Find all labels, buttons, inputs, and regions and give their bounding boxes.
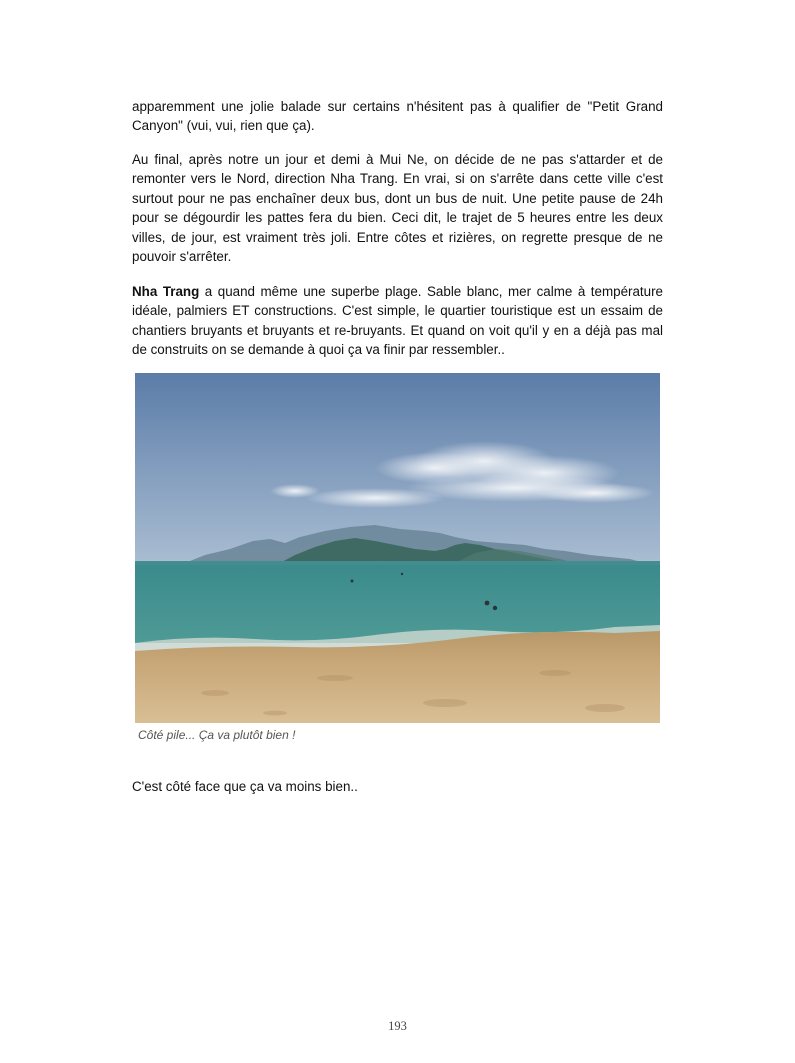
closing-paragraph: C'est côté face que ça va moins bien.. [132, 779, 358, 794]
beach-photo [135, 373, 660, 723]
paragraph-3 [132, 282, 663, 360]
paragraph-1: apparemment une jolie balade sur certains n'hésitent pas à qualifier de "Petit Grand Canyon" (vui, vui, rien que ça). [132, 99, 663, 134]
paragraph-2: Au final, après notre un jour et demi à Mui Ne, on décide de ne pas s'attarder et de remonter vers le Nord, direction Nha Trang. En vrai, si on s'arrête dans cette ville c'est surtout pour ne pas enchaîner deux bus, dont un bus de nuit. Une petite pause de 24h pour se dégourdir les pattes fera du bien. Ceci dit, le trajet de 5 heures entre les deux villes, de jour, est vraiment très joli. Entre côtes et rizières, on regrette presque de ne pouvoir s'arrêter. [132, 152, 663, 265]
place-name-bold: Nha Trang [132, 284, 200, 299]
photo-caption: Côté pile... Ça va plutôt bien ! [138, 728, 296, 742]
paragraph-3-text: a quand même une superbe plage. Sable blanc, mer calme à température idéale, palmiers ET constructions. C'est simple, le quartier touristique est un essaim de chantiers bruyants et bruyants et re-bruyants. Et quand on voit qu'il y en a déjà pas mal de construits on se demande à quoi ça va finir par ressembler.. [132, 284, 663, 358]
page-number: 193 [388, 1019, 407, 1033]
